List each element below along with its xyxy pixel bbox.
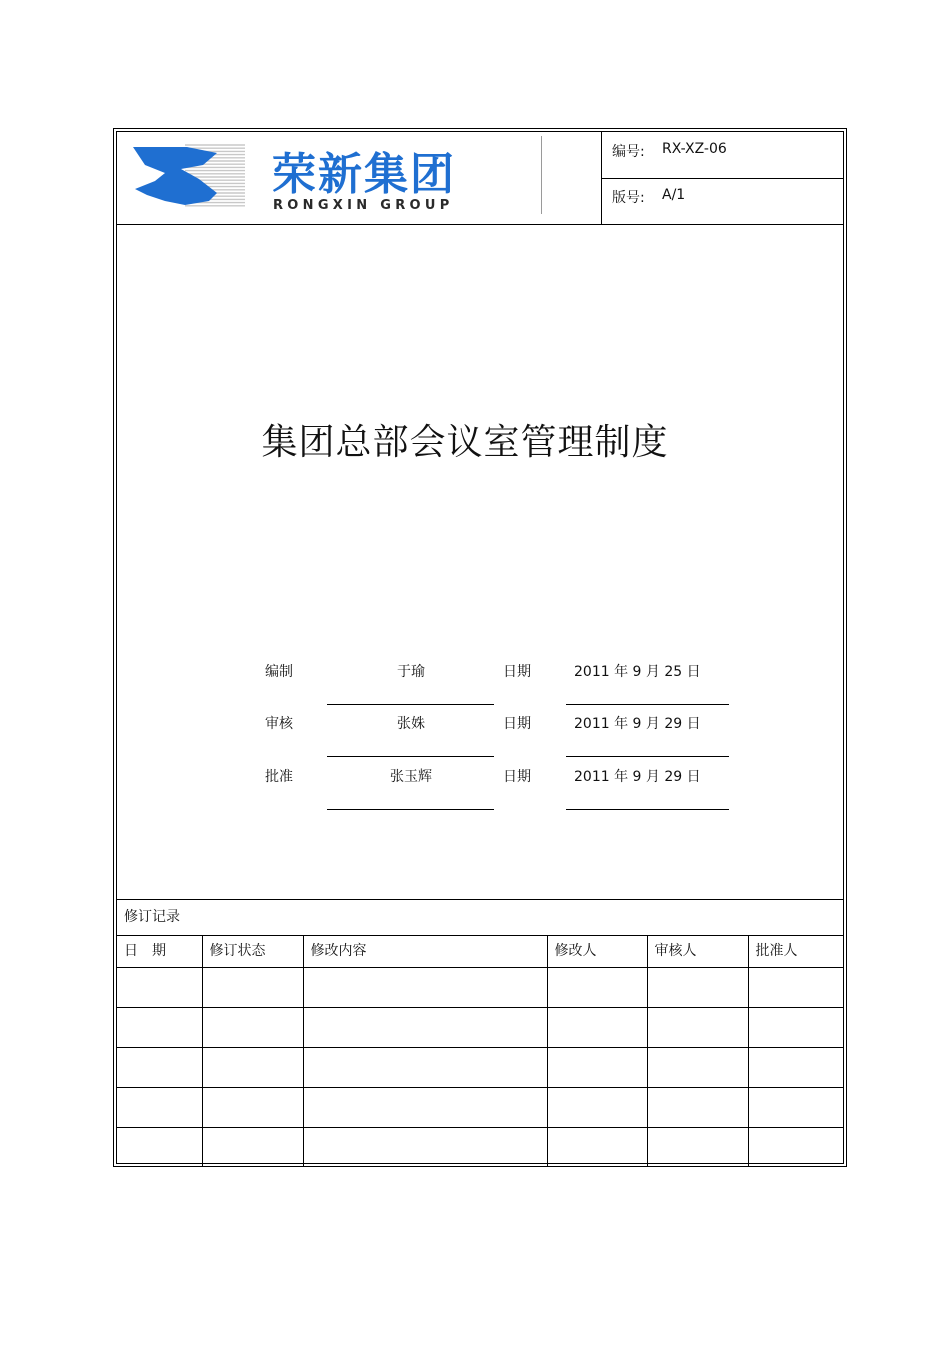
- svg-text:RONGXIN GROUP: RONGXIN GROUP: [273, 198, 454, 213]
- table-row: [117, 968, 843, 1008]
- column-header-status: 修订状态: [202, 936, 303, 968]
- table-cell: [117, 1048, 202, 1088]
- table-row: [117, 1128, 843, 1168]
- table-cell: [117, 1008, 202, 1048]
- table-cell: [117, 1128, 202, 1168]
- table-cell: [647, 968, 748, 1008]
- approval-date-label: 日期: [503, 769, 531, 785]
- document-header: [117, 132, 843, 225]
- table-cell: [547, 968, 647, 1008]
- approval-label: 审核: [265, 716, 293, 732]
- signature-line: [327, 809, 494, 810]
- document-title: 集团总部会议室管理制度: [261, 422, 669, 463]
- table-cell: [547, 1048, 647, 1088]
- logo-divider: [541, 136, 542, 214]
- table-cell: [303, 1128, 547, 1168]
- document-frame: [113, 128, 847, 1167]
- table-cell: [303, 1008, 547, 1048]
- document-inner-frame: [116, 131, 844, 1164]
- approval-date-label: 日期: [503, 716, 531, 732]
- approval-row-approve: [117, 766, 843, 818]
- signature-line: [327, 704, 494, 705]
- table-cell: [748, 1128, 843, 1168]
- approval-row-compile: [117, 661, 843, 713]
- approval-date-label: 日期: [503, 664, 531, 680]
- table-cell: [202, 1048, 303, 1088]
- revision-record-title: 修订记录: [124, 909, 180, 925]
- document-version-label: 版号:: [612, 190, 645, 206]
- table-cell: [202, 1008, 303, 1048]
- table-cell: [647, 1048, 748, 1088]
- column-header-modifier: 修改人: [547, 936, 647, 968]
- table-cell: [748, 1008, 843, 1048]
- approval-label: 批准: [265, 769, 293, 785]
- approval-date: 2011 年 9 月 29 日: [574, 716, 701, 732]
- signature-line: [327, 756, 494, 757]
- table-row: [117, 1048, 843, 1088]
- column-header-approver: 批准人: [748, 936, 843, 968]
- date-line: [566, 809, 729, 810]
- table-cell: [303, 1088, 547, 1128]
- table-cell: [547, 1128, 647, 1168]
- document-code-label: 编号:: [612, 144, 645, 160]
- approval-date: 2011 年 9 月 25 日: [574, 664, 701, 680]
- table-cell: [647, 1088, 748, 1128]
- table-cell: [748, 968, 843, 1008]
- approval-name: 张姝: [397, 716, 425, 732]
- revision-table: [117, 935, 843, 1167]
- table-cell: [303, 1048, 547, 1088]
- revision-table-header: [117, 936, 843, 968]
- date-line: [566, 756, 729, 757]
- table-cell: [117, 1088, 202, 1128]
- table-row: [117, 1008, 843, 1048]
- table-cell: [202, 968, 303, 1008]
- approval-date: 2011 年 9 月 29 日: [574, 769, 701, 785]
- approval-name: 张玉辉: [390, 769, 432, 785]
- column-header-content: 修改内容: [303, 936, 547, 968]
- document-version-value: A/1: [662, 187, 686, 203]
- table-cell: [748, 1088, 843, 1128]
- approval-row-review: [117, 713, 843, 765]
- date-line: [566, 704, 729, 705]
- table-cell: [748, 1048, 843, 1088]
- revision-record-section: [117, 899, 843, 1163]
- column-header-reviewer: 审核人: [647, 936, 748, 968]
- table-cell: [547, 1088, 647, 1128]
- rongxin-logo-icon: [125, 135, 545, 217]
- document-version-cell: [602, 178, 843, 224]
- company-logo: [125, 135, 545, 217]
- approval-name: 于瑜: [397, 664, 425, 680]
- table-cell: [303, 968, 547, 1008]
- table-cell: [117, 968, 202, 1008]
- table-cell: [202, 1128, 303, 1168]
- svg-text:荣新集团: 荣新集团: [272, 149, 456, 200]
- table-cell: [547, 1008, 647, 1048]
- approval-label: 编制: [265, 664, 293, 680]
- document-code-cell: [602, 132, 843, 179]
- document-code-value: RX-XZ-06: [662, 141, 727, 157]
- table-row: [117, 1088, 843, 1128]
- column-header-date: 日 期: [117, 936, 202, 968]
- table-cell: [647, 1128, 748, 1168]
- table-cell: [647, 1008, 748, 1048]
- table-cell: [202, 1088, 303, 1128]
